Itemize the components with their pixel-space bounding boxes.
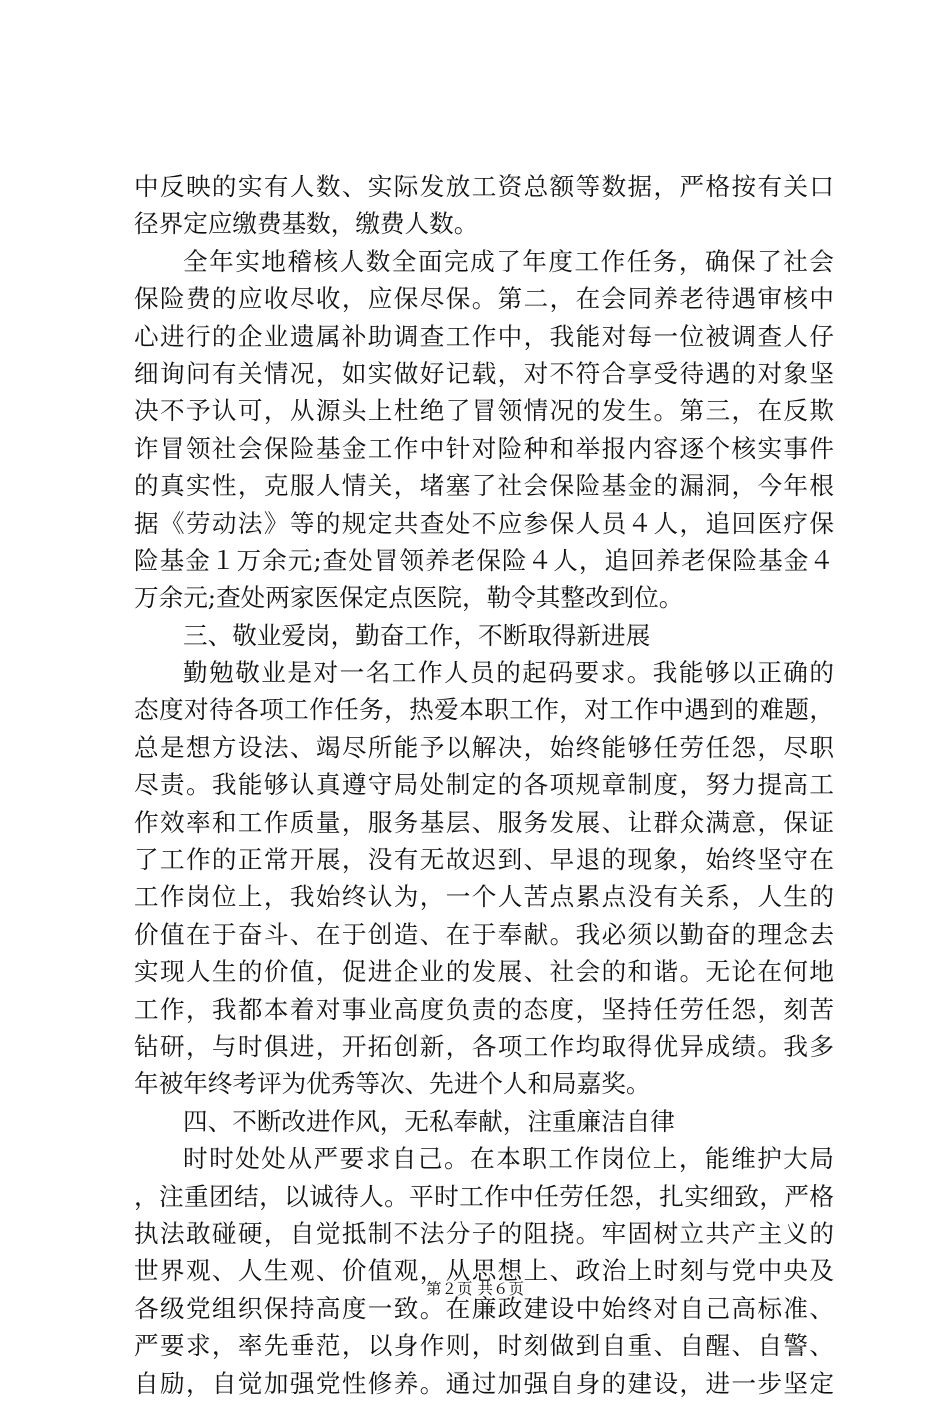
- text-line: 诈冒领社会保险基金工作中针对险种和举报内容逐个核实事件: [134, 433, 834, 463]
- text-line: 险基金１万余元;查处冒领养老保险４人，追回养老保险基金４: [134, 545, 834, 575]
- text-line: 据《劳动法》等的规定共查处不应参保人员４人，追回医疗保: [134, 508, 834, 538]
- text-line: 态度对待各项工作任务，热爱本职工作，对工作中遇到的难题，: [134, 695, 834, 725]
- text-line: 自励，自觉加强党性修养。通过加强自身的建设，进一步坚定: [134, 1368, 834, 1398]
- document-body: [134, 168, 834, 1402]
- text-line: 尽责。我能够认真遵守局处制定的各项规章制度，努力提高工: [134, 770, 834, 800]
- text-line: 径界定应缴费基数，缴费人数。: [134, 209, 479, 239]
- text-line: 细询问有关情况，如实做好记载，对不符合享受待遇的对象坚: [134, 358, 834, 388]
- text-line: 的真实性，克服人情关，堵塞了社会保险基金的漏洞，今年根: [134, 471, 834, 501]
- text-line: 各级党组织保持高度一致。在廉政建设中始终对自己高标准、: [134, 1293, 834, 1323]
- text-line: 钻研，与时俱进，开拓创新，各项工作均取得优异成绩。我多: [134, 1031, 834, 1061]
- text-line: 执法敢碰硬，自觉抵制不法分子的阻挠。牢固树立共产主义的: [134, 1218, 834, 1248]
- text-line: 工作岗位上，我始终认为，一个人苦点累点没有关系，人生的: [134, 882, 834, 912]
- text-line: 保险费的应收尽收，应保尽保。第二，在会同养老待遇审核中: [134, 284, 834, 314]
- text-line: 年被年终考评为优秀等次、先进个人和局嘉奖。: [134, 1069, 651, 1099]
- paragraph-first-line: 三、敬业爱岗，勤奋工作，不断取得新进展: [183, 620, 651, 650]
- text-line: ，注重团结，以诚待人。平时工作中任劳任怨，扎实细致，严格: [134, 1181, 834, 1211]
- text-line: 工作，我都本着对事业高度负责的态度，坚持任劳任怨，刻苦: [134, 994, 834, 1024]
- text-line: 作效率和工作质量，服务基层、服务发展、让群众满意，保证: [134, 807, 834, 837]
- text-line: 了工作的正常开展，没有无故迟到、早退的现象，始终坚守在: [134, 845, 834, 875]
- paragraph-first-line: 勤勉敬业是对一名工作人员的起码要求。我能够以正确的: [183, 658, 834, 688]
- paragraph-first-line: 时时处处从严要求自己。在本职工作岗位上，能维护大局: [183, 1144, 834, 1174]
- text-line: 世界观、人生观、价值观，从思想上、政治上时刻与党中央及: [134, 1256, 834, 1286]
- text-line: 心进行的企业遗属补助调查工作中，我能对每一位被调查人仔: [134, 321, 834, 351]
- text-line: 决不予认可，从源头上杜绝了冒领情况的发生。第三，在反欺: [134, 396, 834, 426]
- text-line: 严要求，率先垂范，以身作则，时刻做到自重、自醒、自警、: [134, 1331, 834, 1361]
- text-line: 中反映的实有人数、实际发放工资总额等数据，严格按有关口: [134, 172, 834, 201]
- paragraph-first-line: 全年实地稽核人数全面完成了年度工作任务，确保了社会: [183, 246, 834, 276]
- text-line: 实现人生的价值，促进企业的发展、社会的和谐。无论在何地: [134, 957, 834, 987]
- page-footer: 第２页 共６页: [426, 1280, 524, 1298]
- text-line: 万余元;查处两家医保定点医院，勒令其整改到位。: [134, 583, 684, 613]
- text-line: 总是想方设法、竭尽所能予以解决，始终能够任劳任怨，尽职: [134, 732, 834, 762]
- paragraph-first-line: 四、不断改进作风，无私奉献，注重廉洁自律: [183, 1106, 675, 1136]
- text-line: 价值在于奋斗、在于创造、在于奉献。我必须以勤奋的理念去: [134, 919, 834, 949]
